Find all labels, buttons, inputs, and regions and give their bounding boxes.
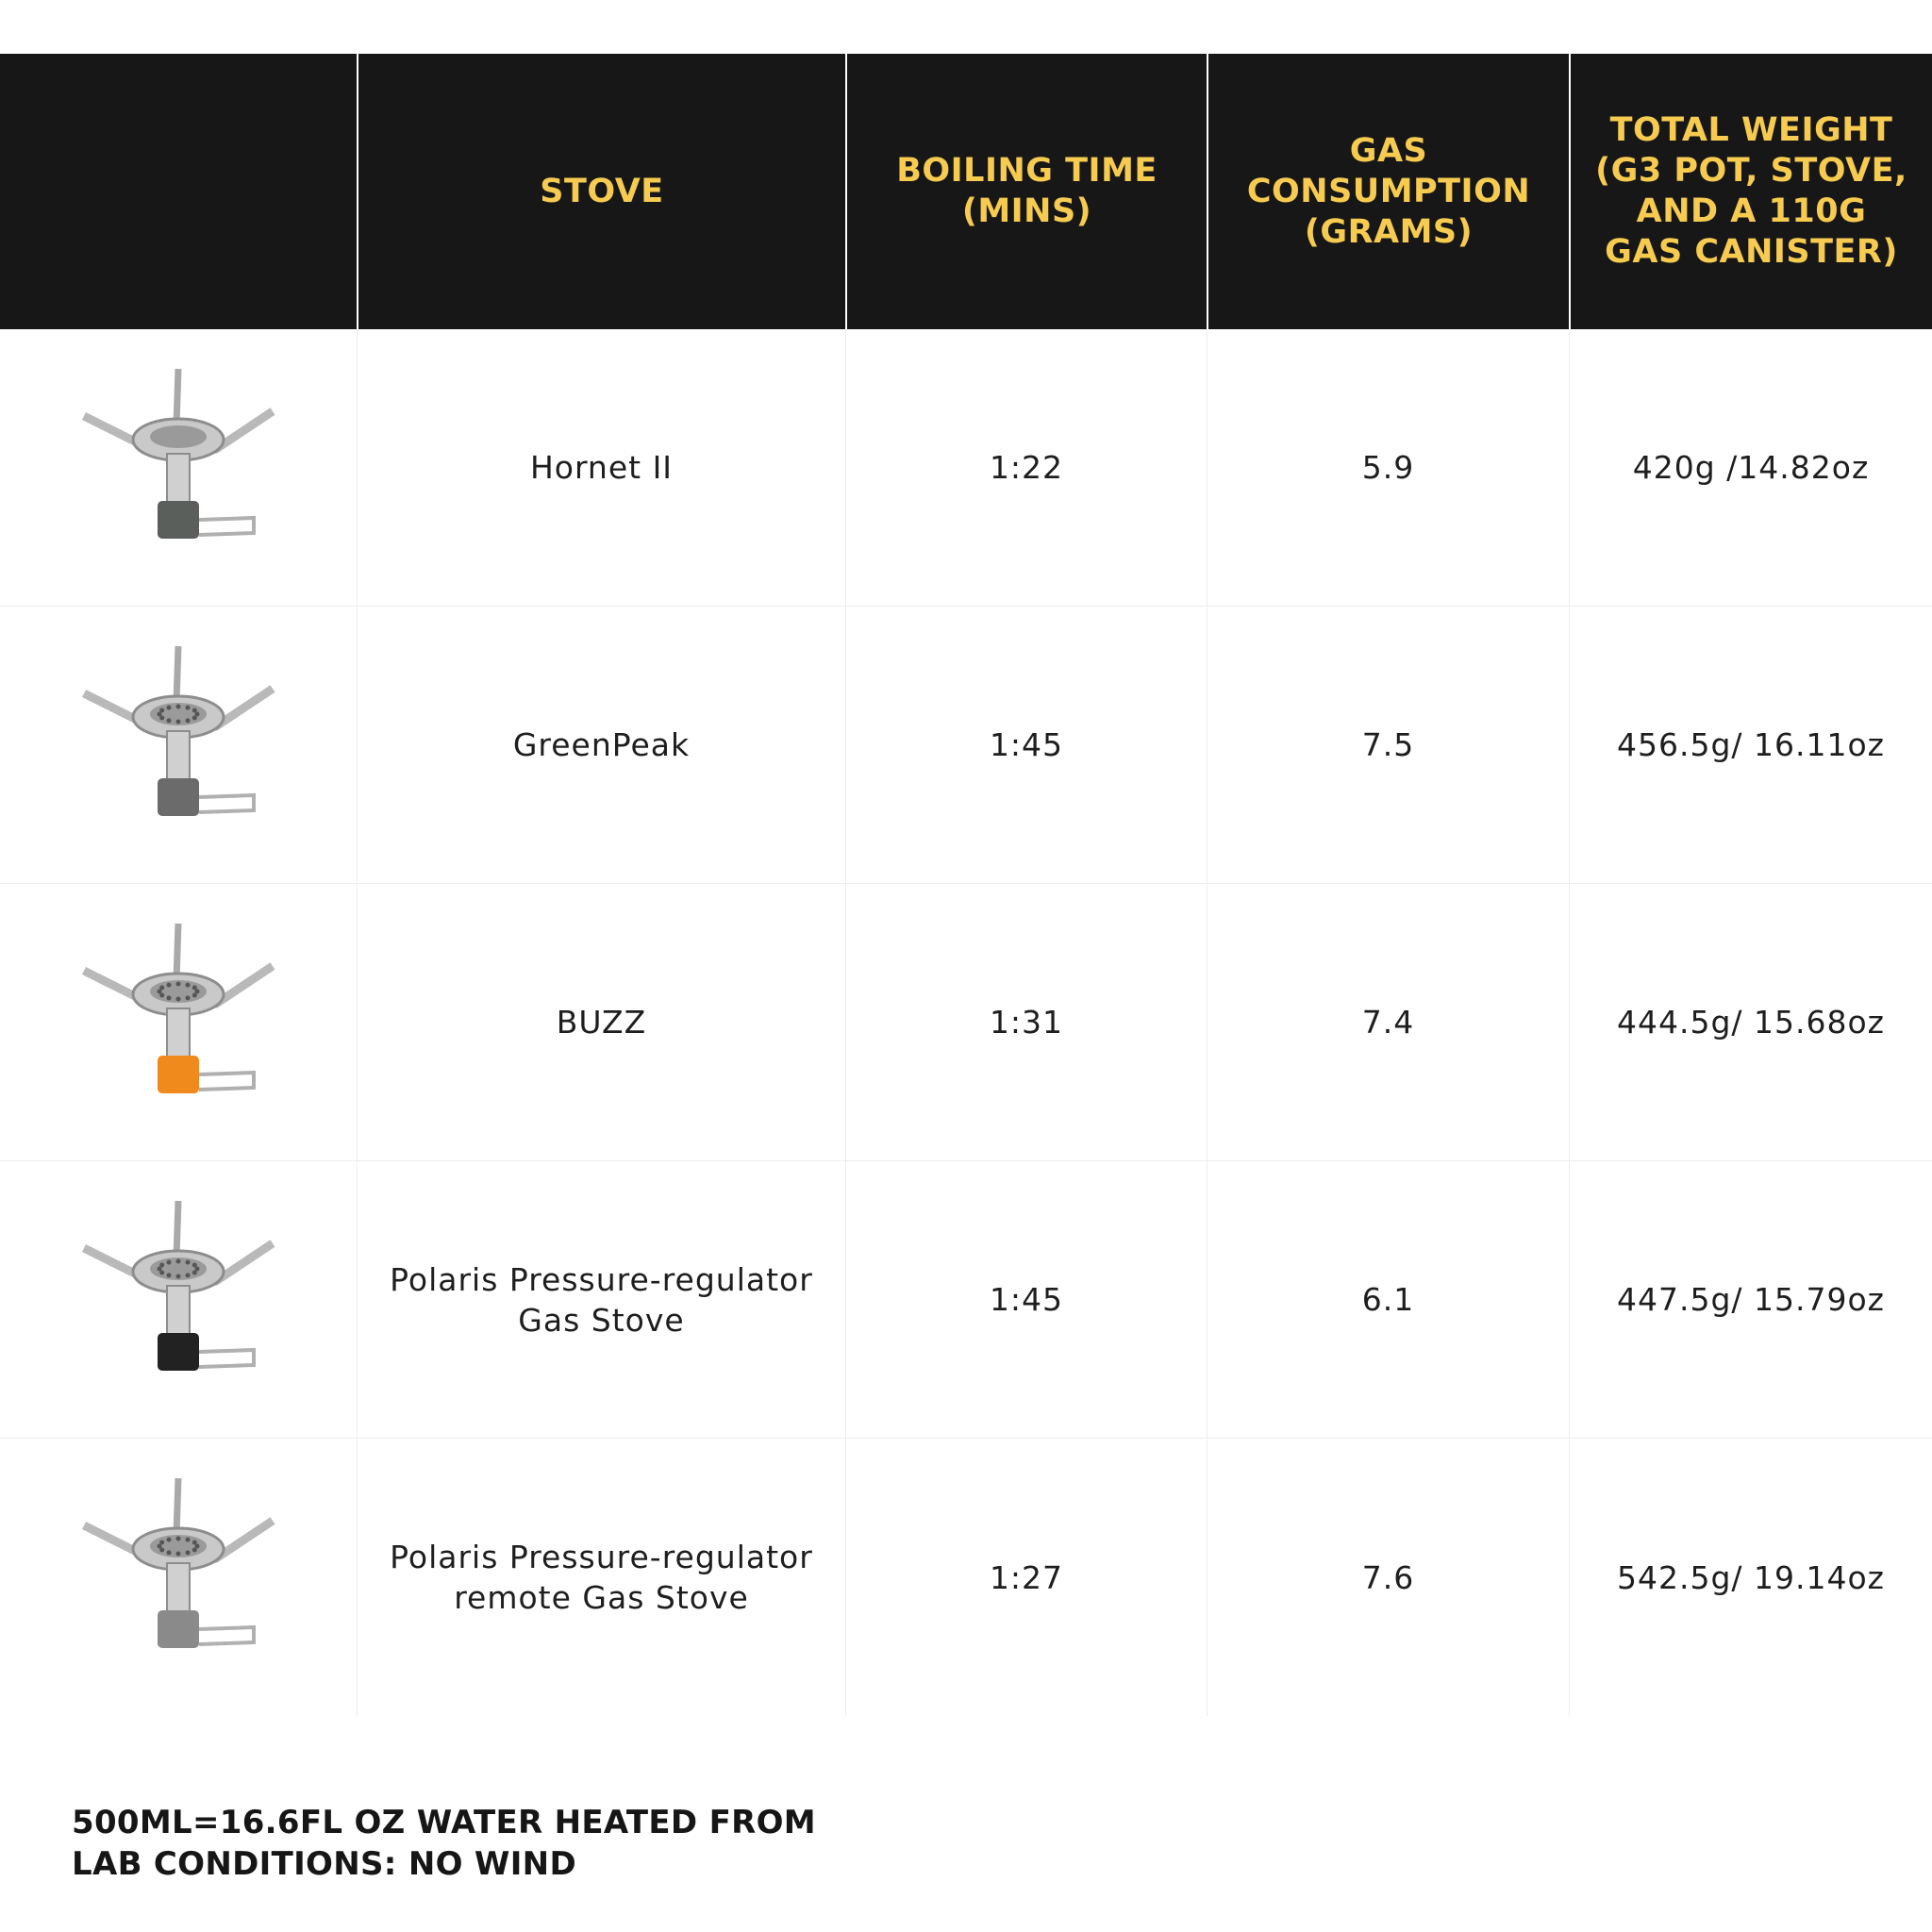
gas-consumption: 7.6 <box>1207 1439 1569 1716</box>
stove-greenpeak-icon <box>65 637 291 854</box>
table-row <box>0 884 1932 1161</box>
gas-consumption: 5.9 <box>1207 329 1569 606</box>
stove-image-cell <box>0 1439 357 1716</box>
header-stove: STOVE <box>357 54 845 329</box>
stove-polaris-remote-icon <box>65 1469 291 1686</box>
total-weight: 420g /14.82oz <box>1569 329 1932 606</box>
stove-image-cell <box>0 329 357 606</box>
table-row <box>0 329 1932 607</box>
table-body <box>0 329 1932 1716</box>
gas-consumption: 7.5 <box>1207 607 1569 883</box>
header-total-weight: TOTAL WEIGHT (G3 POT, STOVE, AND A 110G GAS CANISTER) <box>1569 54 1932 329</box>
stove-name: Polaris Pressure-regulator Gas Stove <box>357 1161 845 1438</box>
stove-comparison-table <box>0 54 1932 1716</box>
boiling-time: 1:31 <box>845 884 1207 1160</box>
stove-name: BUZZ <box>357 884 845 1160</box>
stove-buzz-icon <box>65 914 291 1131</box>
table-row <box>0 1439 1932 1716</box>
boiling-time: 1:27 <box>845 1439 1207 1716</box>
header-image-column <box>0 54 357 329</box>
stove-image-cell <box>0 1161 357 1438</box>
total-weight: 447.5g/ 15.79oz <box>1569 1161 1932 1438</box>
stove-image-cell <box>0 884 357 1160</box>
table-header <box>0 54 1932 329</box>
table-row <box>0 607 1932 884</box>
boiling-time: 1:45 <box>845 607 1207 883</box>
header-gas-consumption: GAS CONSUMPTION (GRAMS) <box>1207 54 1569 329</box>
stove-name: Polaris Pressure-regulator remote Gas Stove <box>357 1439 845 1716</box>
boiling-time: 1:22 <box>845 329 1207 606</box>
footer-line-1: 500ML=16.6FL OZ WATER HEATED FROM <box>72 1804 816 1841</box>
stove-name: Hornet II <box>357 329 845 606</box>
table-row <box>0 1161 1932 1439</box>
stove-image-cell <box>0 607 357 883</box>
total-weight: 444.5g/ 15.68oz <box>1569 884 1932 1160</box>
stove-hornet-icon <box>65 359 291 576</box>
gas-consumption: 6.1 <box>1207 1161 1569 1438</box>
gas-consumption: 7.4 <box>1207 884 1569 1160</box>
stove-name: GreenPeak <box>357 607 845 883</box>
total-weight: 542.5g/ 19.14oz <box>1569 1439 1932 1716</box>
footer-line-2: LAB CONDITIONS: NO WIND <box>72 1845 576 1883</box>
boiling-time: 1:45 <box>845 1161 1207 1438</box>
total-weight: 456.5g/ 16.11oz <box>1569 607 1932 883</box>
header-boiling-time: BOILING TIME (MINS) <box>845 54 1207 329</box>
stove-polaris-icon <box>65 1191 291 1408</box>
test-conditions-note <box>72 1802 816 1885</box>
